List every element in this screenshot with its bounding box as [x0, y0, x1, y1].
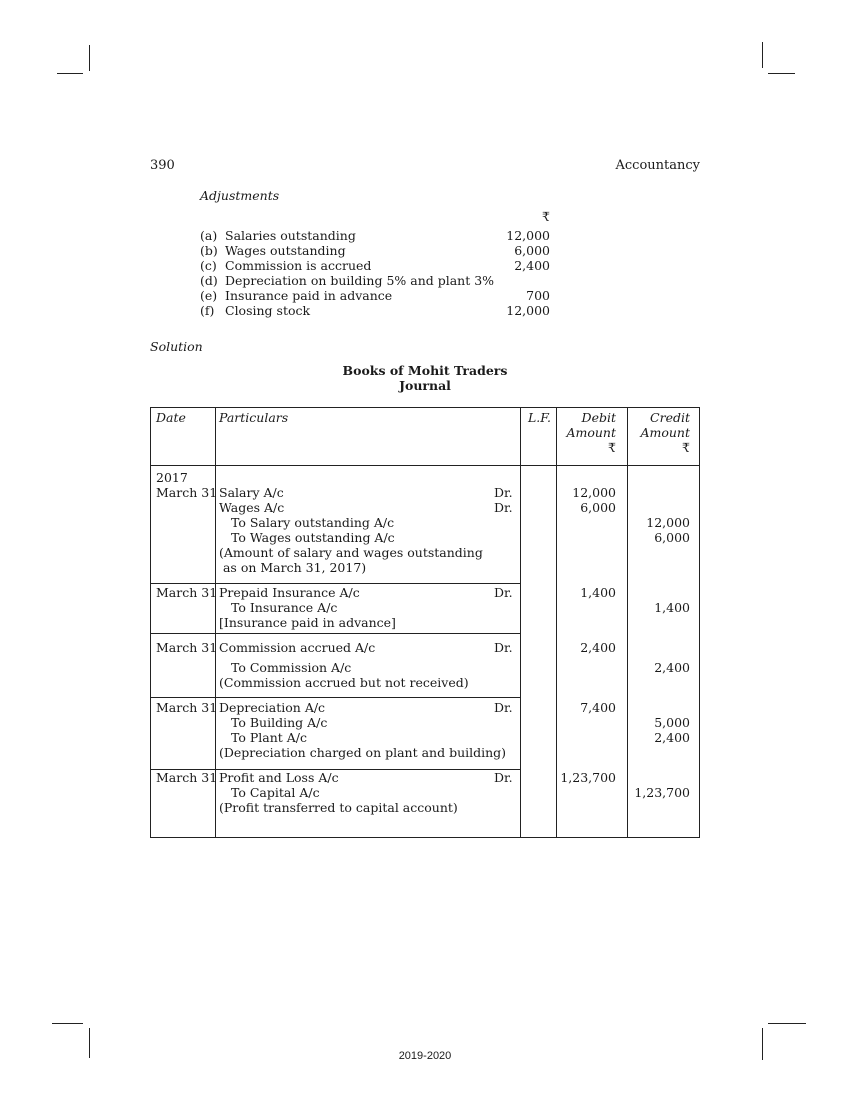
- entry-date: March 31: [156, 485, 218, 500]
- page-number: 390: [150, 158, 175, 173]
- header-lf: L.F.: [528, 410, 551, 425]
- entry-date: March 31: [156, 770, 218, 785]
- entry-date: March 31: [156, 700, 218, 715]
- header-debit-amount: Amount: [566, 425, 616, 440]
- crop-mark-top-right-h: [768, 73, 795, 74]
- entry-date: March 31: [156, 585, 218, 600]
- entry-debit-amount: 7,400: [580, 700, 616, 715]
- entry-particulars: To Plant A/c: [231, 730, 308, 745]
- entry-particulars: To Wages outstanding A/c: [231, 530, 395, 545]
- header-date: Date: [156, 410, 186, 425]
- adjustment-amount: 12,000: [506, 303, 550, 318]
- adjustment-letter: (e): [200, 288, 218, 303]
- entry-particulars: (Commission accrued but not received): [219, 675, 469, 690]
- entry-particulars: (Profit transferred to capital account): [219, 800, 458, 815]
- header-debit-rupee-icon: ₹: [608, 440, 616, 455]
- solution-label: Solution: [150, 339, 203, 354]
- entry-particulars: Depreciation A/c: [219, 700, 326, 715]
- adjustment-amount: 12,000: [506, 228, 550, 243]
- rupee-symbol-icon: ₹: [542, 209, 550, 224]
- entry-particulars: To Insurance A/c: [231, 600, 338, 615]
- entry-particulars: Profit and Loss A/c: [219, 770, 339, 785]
- journal-year: 2017: [156, 470, 188, 485]
- header-credit: Credit: [650, 410, 690, 425]
- entry-particulars: (Depreciation charged on plant and building): [219, 745, 507, 760]
- adjustment-letter: (c): [200, 258, 217, 273]
- journal-title: Books of Mohit Traders: [342, 363, 508, 378]
- entry-credit-amount: 12,000: [646, 515, 690, 530]
- entry-particulars: To Capital A/c: [231, 785, 320, 800]
- header-debit: Debit: [581, 410, 616, 425]
- adjustment-text: Closing stock: [225, 303, 311, 318]
- entry-debit-amount: 12,000: [572, 485, 616, 500]
- adjustment-amount: 2,400: [514, 258, 550, 273]
- entry-credit-amount: 2,400: [654, 730, 690, 745]
- adjustment-text: Salaries outstanding: [225, 228, 356, 243]
- crop-mark-bottom-right-v: [762, 1028, 763, 1060]
- entry-particulars: as on March 31, 2017): [219, 560, 367, 575]
- entry-dr-marker: Dr.: [494, 700, 513, 715]
- adjustment-text: Commission is accrued: [225, 258, 372, 273]
- entry-particulars: Wages A/c: [219, 500, 285, 515]
- entry-dr-marker: Dr.: [494, 585, 513, 600]
- crop-mark-top-left-h: [57, 73, 83, 74]
- entry-credit-amount: 1,23,700: [634, 785, 690, 800]
- entry-credit-amount: 6,000: [654, 530, 690, 545]
- running-title: Accountancy: [615, 158, 700, 173]
- adjustment-text: Wages outstanding: [225, 243, 346, 258]
- adjustment-letter: (f): [200, 303, 215, 318]
- entry-particulars: Prepaid Insurance A/c: [219, 585, 360, 600]
- entry-debit-amount: 1,23,700: [560, 770, 616, 785]
- journal-subtitle: Journal: [399, 378, 451, 393]
- header-particulars: Particulars: [219, 410, 289, 425]
- adjustment-text: Insurance paid in advance: [225, 288, 393, 303]
- entry-debit-amount: 1,400: [580, 585, 616, 600]
- header-credit-rupee-icon: ₹: [682, 440, 690, 455]
- entry-particulars: To Commission A/c: [231, 660, 352, 675]
- entry-credit-amount: 2,400: [654, 660, 690, 675]
- entry-particulars: [Insurance paid in advance]: [219, 615, 396, 630]
- footer-year: 2019-2020: [398, 1050, 452, 1062]
- entry-dr-marker: Dr.: [494, 500, 513, 515]
- crop-mark-top-left-v: [89, 45, 90, 71]
- entry-dr-marker: Dr.: [494, 640, 513, 655]
- adjustment-letter: (a): [200, 228, 218, 243]
- crop-mark-bottom-left-v: [89, 1028, 90, 1058]
- entry-dr-marker: Dr.: [494, 770, 513, 785]
- header-credit-amount: Amount: [640, 425, 690, 440]
- entry-date: March 31: [156, 640, 218, 655]
- adjustments-heading: Adjustments: [200, 188, 280, 203]
- entry-particulars: Commission accrued A/c: [219, 640, 376, 655]
- adjustment-amount: 6,000: [514, 243, 550, 258]
- entry-dr-marker: Dr.: [494, 485, 513, 500]
- adjustment-amount: 700: [526, 288, 550, 303]
- entry-credit-amount: 5,000: [654, 715, 690, 730]
- entry-particulars: To Building A/c: [231, 715, 328, 730]
- entry-debit-amount: 2,400: [580, 640, 616, 655]
- entry-particulars: To Salary outstanding A/c: [231, 515, 395, 530]
- crop-mark-top-right-v: [762, 42, 763, 68]
- crop-mark-bottom-right-h: [768, 1023, 806, 1024]
- entry-particulars: Salary A/c: [219, 485, 284, 500]
- adjustment-letter: (d): [200, 273, 218, 288]
- entry-debit-amount: 6,000: [580, 500, 616, 515]
- entry-credit-amount: 1,400: [654, 600, 690, 615]
- entry-particulars: (Amount of salary and wages outstanding: [219, 545, 483, 560]
- crop-mark-bottom-left-h: [52, 1023, 83, 1024]
- adjustment-letter: (b): [200, 243, 218, 258]
- adjustment-text: Depreciation on building 5% and plant 3%: [225, 273, 495, 288]
